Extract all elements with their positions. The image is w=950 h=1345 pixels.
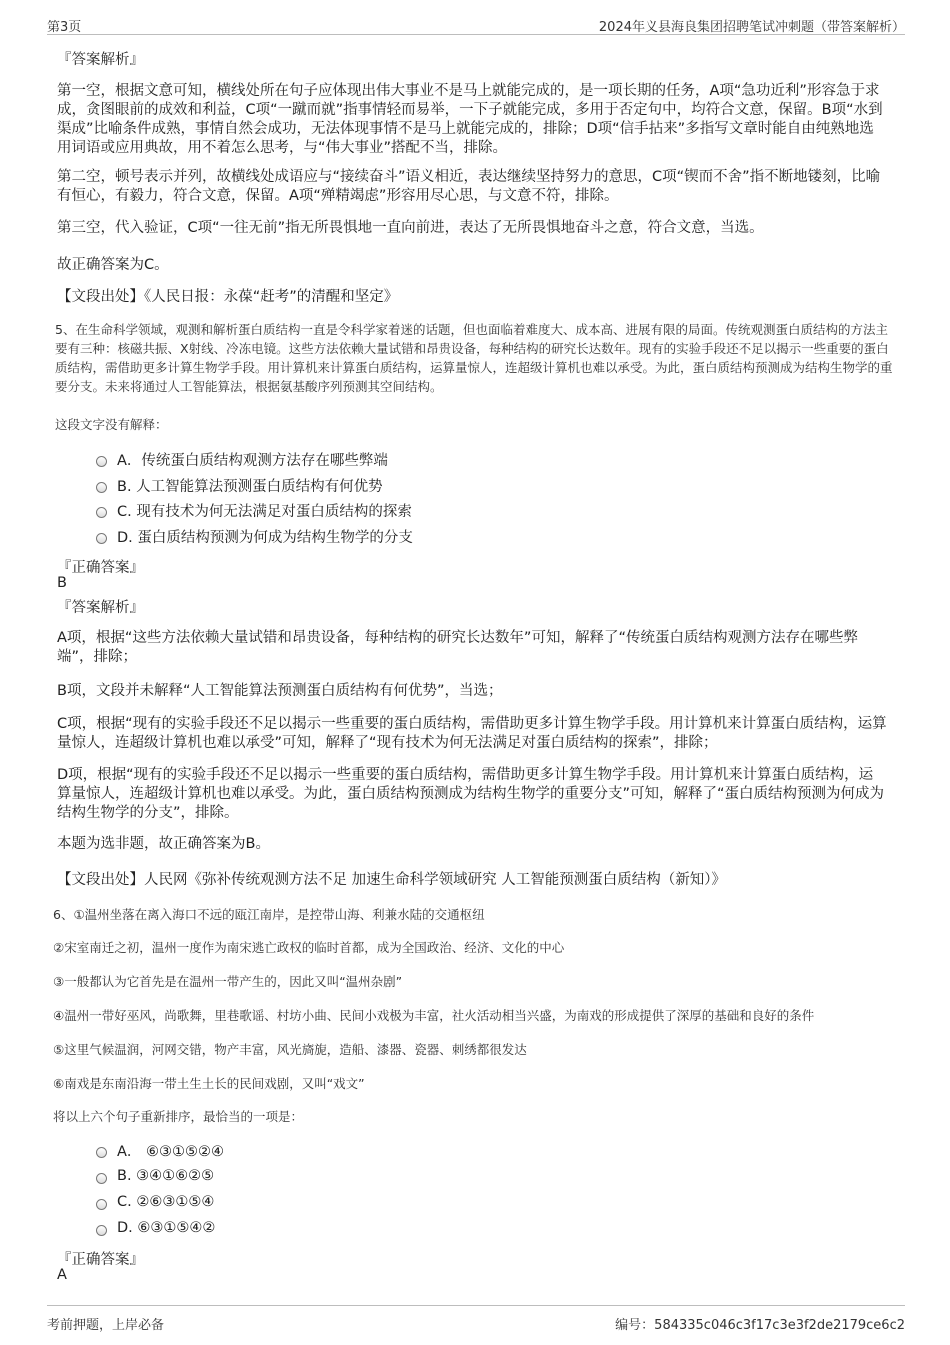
q5-answer-title: 『正确答案』 — [57, 560, 144, 576]
radio-icon[interactable] — [96, 533, 107, 544]
q6-answer-title: 『正确答案』 — [57, 1252, 144, 1268]
q6-sentence-5: ⑤这里气候温润，河网交错，物产丰富，风光旖旎，造船、漆器、瓷器、刺绣都很发达 — [53, 1042, 527, 1057]
q6-answer: A — [57, 1267, 67, 1283]
radio-icon[interactable] — [96, 1147, 107, 1158]
q4-analysis-title: 『答案解析』 — [57, 52, 144, 68]
q5-prompt: 这段文字没有解释： — [55, 417, 168, 432]
q6-option-b[interactable] — [96, 1166, 214, 1186]
radio-icon[interactable] — [96, 1173, 107, 1184]
q5-stem: 5、在生命科学领域，观测和解析蛋白质结构一直是令科学家着迷的话题，但也面临着难度大、成本高、进展有限的局面。传统观测蛋白质结构的方法主要有三种：核磁共振、X射线、冷冻电镜。这些方法依赖大量试错和昂贵设备，每种结构的研究长达数年。现有的实验手段还不足以揭示一些重要的蛋白质结构，需借助更多计算生物学手段。用计算机来计算蛋白质结构，运算量惊人，连超级计算机也难以承受。为此，蛋白质结构预测成为结构生物学的重要分支。未来将通过人工智能算法，根据氨基酸序列预测其空间结构。 — [55, 322, 893, 394]
radio-icon[interactable] — [96, 482, 107, 493]
q6-option-a-label: A． ⑥③①⑤②④ — [117, 1143, 225, 1160]
q5-option-b[interactable] — [96, 475, 383, 495]
q6-sentence-4: ④温州一带好巫风，尚歌舞，里巷歌谣、村坊小曲、民间小戏极为丰富，社火活动相当兴盛，为南戏的形成提供了深厚的基础和良好的条件 — [53, 1008, 815, 1023]
q5-option-c-label: C. 现有技术为何无法满足对蛋白质结构的探索 — [117, 503, 412, 520]
q6-option-a[interactable] — [96, 1140, 224, 1160]
page-footer — [47, 1305, 905, 1333]
footer-slogan: 考前押题，上岸必备 — [47, 1318, 165, 1333]
q6-option-b-label: B. ③④①⑥②⑤ — [117, 1168, 215, 1184]
q6-sentence-1: 6、①温州坐落在离入海口不远的瓯江南岸，是控带山海、利兼水陆的交通枢纽 — [53, 907, 485, 922]
q5-source: 【文段出处】人民网《弥补传统观测方法不足 加速生命科学领域研究 人工智能预测蛋白质结构（新知）》 — [57, 872, 726, 888]
q5-answer: B — [57, 575, 67, 591]
q5-answer-line: 本题为选非题，故正确答案为B。 — [57, 836, 270, 852]
q5-option-d[interactable] — [96, 526, 413, 546]
q5-analysis-b: B项，文段并未解释“人工智能算法预测蛋白质结构有何优势”，当选； — [57, 683, 503, 699]
q5-option-a[interactable] — [96, 449, 388, 469]
q6-sentence-3: ③一般都认为它首先是在温州一带产生的，因此又叫“温州杂剧” — [53, 974, 403, 989]
q5-analysis-c: C项，根据“现有的实验手段还不足以揭示一些重要的蛋白质结构，需借助更多计算生物学手段。用计算机来计算蛋白质结构，运算量惊人，连超级计算机也难以承受”可知，解释了“现有技术为何无法满足对蛋白质结构的探索”，排除； — [57, 716, 887, 751]
q4-answer-line: 故正确答案为C。 — [57, 257, 169, 273]
radio-icon[interactable] — [96, 507, 107, 518]
page-header — [47, 14, 905, 35]
q5-analysis-title: 『答案解析』 — [57, 600, 144, 616]
q6-option-d[interactable] — [96, 1218, 215, 1238]
q4-analysis-p3: 第三空，代入验证，C项“一往无前”指无所畏惧地一直向前进，表达了无所畏惧地奋斗之意，符合文意，当选。 — [57, 220, 764, 236]
q5-option-b-label: B. 人工智能算法预测蛋白质结构有何优势 — [117, 478, 383, 495]
q6-option-d-label: D. ⑥③①⑤④② — [117, 1220, 216, 1236]
q4-analysis-p1: 第一空，根据文意可知，横线处所在句子应体现出伟大事业不是马上就能完成的，是一项长期的任务，A项“急功近利”形容急于求成，贪图眼前的成效和利益，C项“一蹴而就”指事情轻而易举，一下子就能完成，多用于否定句中，均符合文意，保留。B项“水到渠成”比喻条件成熟，事情自然会成功，无法体现事情不是马上就能完成的，排除；D项“信手拈来”多指写文章时能自由纯熟地选用词语或应用典故，用不着怎么思考，与“伟大事业”搭配不当，排除。 — [57, 83, 883, 156]
q5-option-d-label: D. 蛋白质结构预测为何成为结构生物学的分支 — [117, 529, 413, 546]
q6-option-c-label: C. ②⑥③①⑤④ — [117, 1194, 215, 1210]
q6-sentence-2: ②宋室南迁之初，温州一度作为南宋逃亡政权的临时首都，成为全国政治、经济、文化的中心 — [53, 940, 565, 955]
q6-sentence-6: ⑥南戏是东南沿海一带土生土长的民间戏剧，又叫“戏文” — [53, 1076, 365, 1091]
footer-serial: 编号：584335c046c3f17c3e3f2de2179ce6c2 — [615, 1318, 905, 1333]
radio-icon[interactable] — [96, 1199, 107, 1210]
q4-analysis-p2: 第二空，顿号表示并列，故横线处成语应与“接续奋斗”语义相近，表达继续坚持努力的意思，C项“锲而不舍”指不断地镂刻，比喻有恒心，有毅力，符合文意，保留。A项“殚精竭虑”形容用尽心思，与文意不符，排除。 — [57, 169, 881, 204]
q5-option-a-label: A．传统蛋白质结构观测方法存在哪些弊端 — [117, 452, 388, 469]
q5-analysis-d: D项，根据“现有的实验手段还不足以揭示一些重要的蛋白质结构，需借助更多计算生物学手段。用计算机来计算蛋白质结构，运算量惊人，连超级计算机也难以承受。为此，蛋白质结构预测成为结构生物学的重要分支”可知，解释了“蛋白质结构预测为何成为结构生物学的分支”，排除。 — [57, 767, 885, 821]
q5-option-c[interactable] — [96, 500, 412, 520]
q6-prompt: 将以上六个句子重新排序，最恰当的一项是： — [53, 1109, 304, 1124]
radio-icon[interactable] — [96, 456, 107, 467]
q6-option-c[interactable] — [96, 1192, 214, 1212]
radio-icon[interactable] — [96, 1225, 107, 1236]
q4-source: 【文段出处】《人民日报：永葆“赶考”的清醒和坚定》 — [57, 289, 399, 305]
q5-analysis-a: A项，根据“这些方法依赖大量试错和昂贵设备，每种结构的研究长达数年”可知，解释了“传统蛋白质结构观测方法存在哪些弊端”，排除； — [57, 630, 858, 665]
document-title: 2024年义县海良集团招聘笔试冲刺题（带答案解析） — [598, 20, 905, 35]
page-number: 第3页 — [47, 20, 82, 35]
